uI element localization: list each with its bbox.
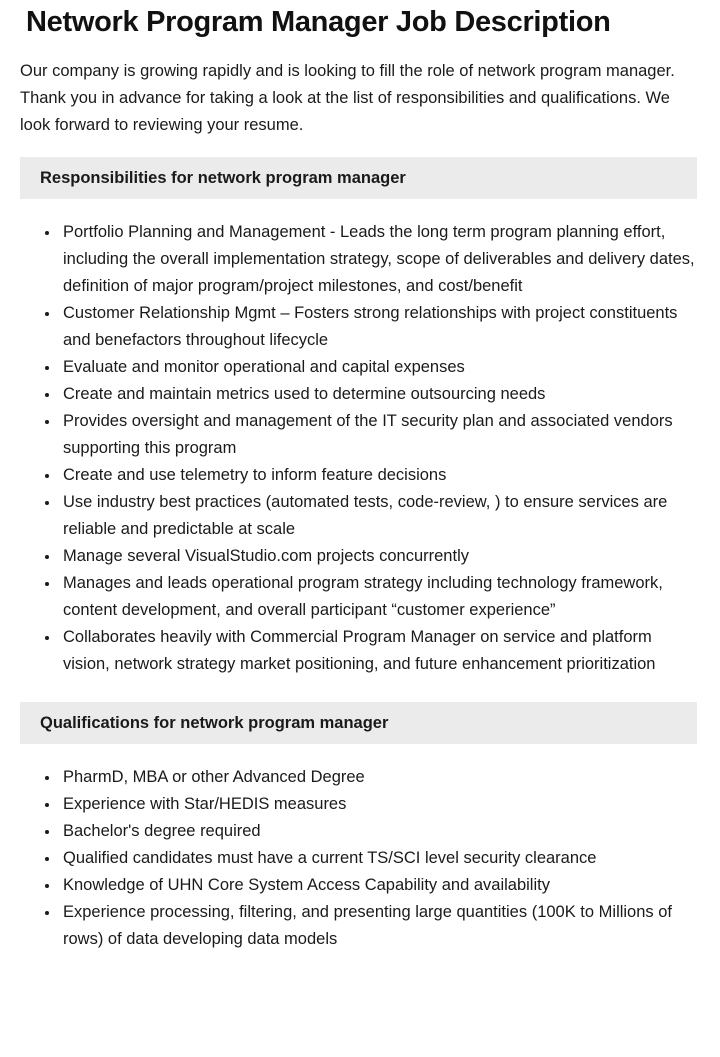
responsibility-item: • Collaborates heavily with Commercial Program Manager on service and platform vision, network strategy market positioning, and future enhancement prioritization bbox=[60, 624, 697, 678]
qualification-item: • PharmD, MBA or other Advanced Degree bbox=[60, 764, 697, 791]
qualifications-list bbox=[20, 764, 697, 953]
responsibility-item: • Evaluate and monitor operational and capital expenses bbox=[60, 354, 697, 381]
qualification-item: • Knowledge of UHN Core System Access Capability and availability bbox=[60, 872, 697, 899]
responsibility-item: • Create and use telemetry to inform feature decisions bbox=[60, 462, 697, 489]
responsibilities-list bbox=[20, 219, 697, 678]
responsibility-item: • Provides oversight and management of the IT security plan and associated vendors supporting this program bbox=[60, 408, 697, 462]
responsibility-item: • Manages and leads operational program strategy including technology framework, content development, and overall participant “customer experience” bbox=[60, 570, 697, 624]
qualification-item: • Experience with Star/HEDIS measures bbox=[60, 791, 697, 818]
responsibility-item: • Use industry best practices (automated tests, code-review, ) to ensure services are reliable and predictable at scale bbox=[60, 489, 697, 543]
responsibility-item: • Customer Relationship Mgmt – Fosters strong relationships with project constituents and benefactors throughout lifecycle bbox=[60, 300, 697, 354]
qualifications-section-heading: Qualifications for network program manager bbox=[20, 702, 697, 744]
responsibility-item: • Portfolio Planning and Management - Leads the long term program planning effort, including the overall implementation strategy, scope of deliverables and delivery dates, definition of major program/project milestones, and cost/benefit bbox=[60, 219, 697, 300]
qualification-item: • Experience processing, filtering, and presenting large quantities (100K to Millions of rows) of data developing data models bbox=[60, 899, 697, 953]
responsibility-item: • Create and maintain metrics used to determine outsourcing needs bbox=[60, 381, 697, 408]
page-title: Network Program Manager Job Description bbox=[26, 6, 611, 38]
responsibility-item: • Manage several VisualStudio.com projects concurrently bbox=[60, 543, 697, 570]
qualification-item: • Qualified candidates must have a current TS/SCI level security clearance bbox=[60, 845, 697, 872]
intro-paragraph: Our company is growing rapidly and is looking to fill the role of network program manager. Thank you in advance for taking a look at the list of responsibilities and qualifications. We look forward to reviewing your resume. bbox=[20, 62, 675, 135]
qualification-item: • Bachelor's degree required bbox=[60, 818, 697, 845]
responsibilities-section-heading: Responsibilities for network program manager bbox=[20, 157, 697, 199]
